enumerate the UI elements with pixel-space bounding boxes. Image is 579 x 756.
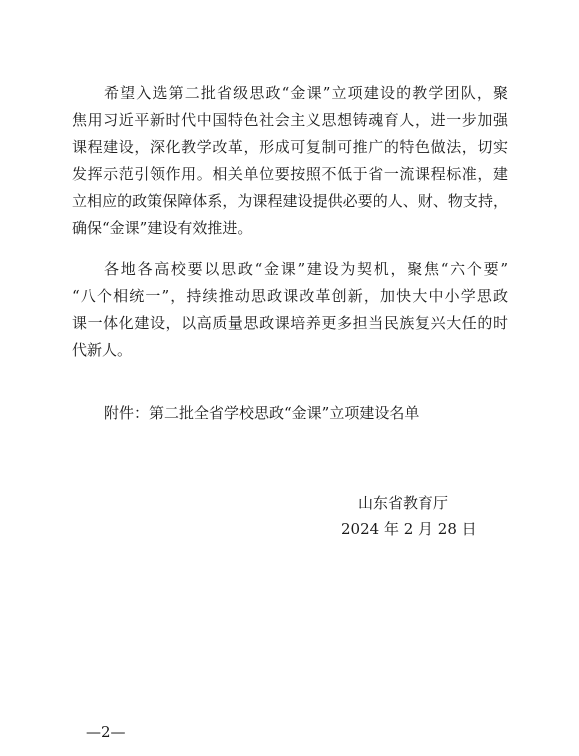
- paragraph-line: 立相应的政策保障体系，为课程建设提供必要的人、财、物支持，: [72, 192, 508, 210]
- signing-organization: 山东省教育厅: [358, 494, 449, 512]
- paragraph-line: “八个相统一”，持续推动思政课改革创新，加快大中小学思政: [72, 287, 508, 305]
- body-paragraph-2: [72, 256, 508, 364]
- paragraph-line: 焦用习近平新时代中国特色社会主义思想铸魂育人，进一步加强: [72, 111, 508, 129]
- paragraph-line: 希望入选第二批省级思政“金课”立项建设的教学团队，聚: [104, 84, 508, 102]
- paragraph-line: 发挥示范引领作用。相关单位要按照不低于省一流课程标准，建: [72, 165, 508, 183]
- paragraph-line: 代新人。: [72, 341, 133, 359]
- paragraph-line: 课程建设，深化教学改革，形成可复制可推广的特色做法，切实: [72, 138, 508, 156]
- paragraph-line: 确保“金课”建设有效推进。: [72, 219, 253, 237]
- paragraph-line: 课一体化建设，以高质量思政课培养更多担当民族复兴大任的时: [72, 314, 508, 332]
- paragraph-line: 各地各高校要以思政“金课”建设为契机，聚焦“六个要”: [104, 260, 508, 278]
- attachment-line: 附件：第二批全省学校思政“金课”立项建设名单: [104, 404, 420, 422]
- signing-date: 2024 年 2 月 28 日: [341, 520, 477, 538]
- body-paragraph-1: [72, 80, 508, 242]
- page-number: —2—: [86, 723, 126, 741]
